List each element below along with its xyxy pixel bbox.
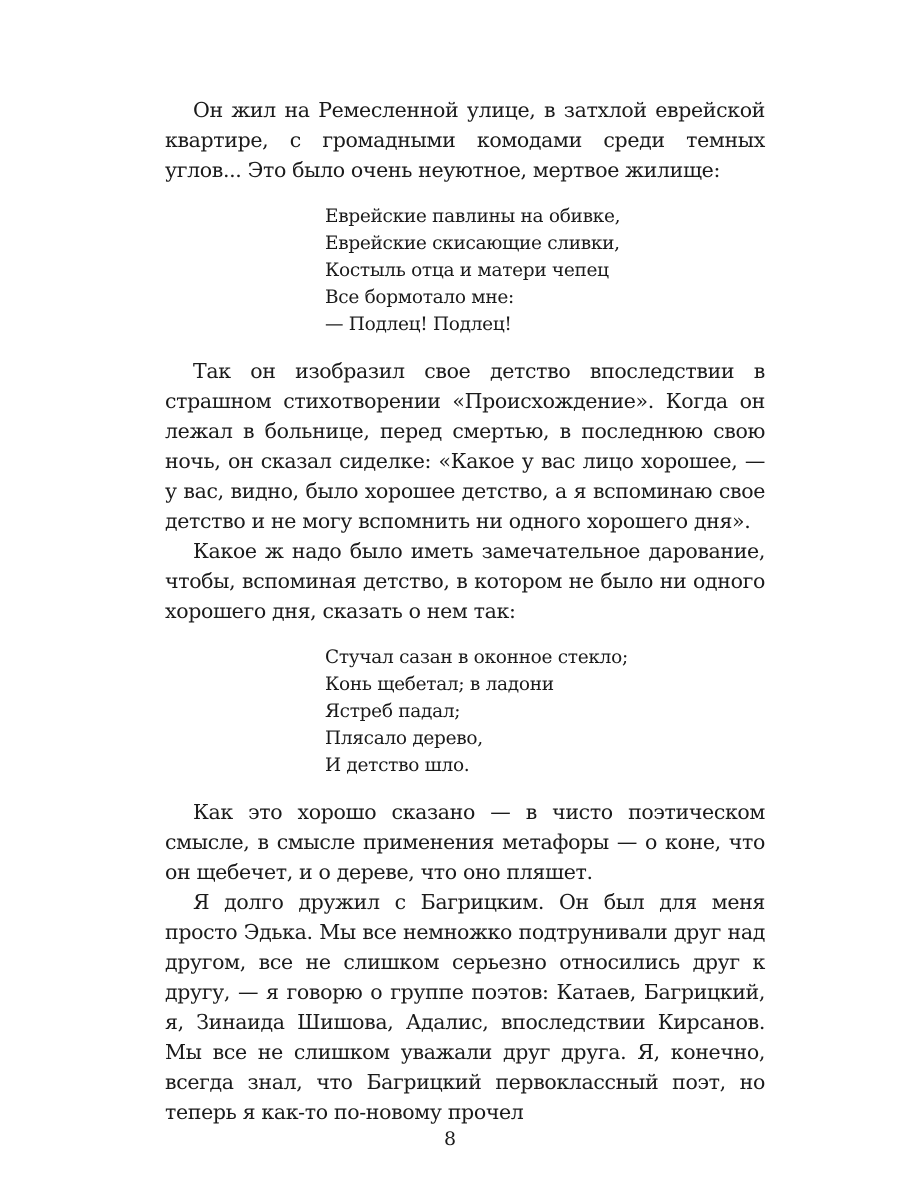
- poem-line: Конь щебетал; в ладони: [325, 674, 554, 695]
- paragraph-friendship-bagritsky: Я долго дружил с Багрицким. Он был для меня просто Эдька. Мы все немножко подтрунивали друг над другом, все не слишком серьезно относились друг к другу, — я говорю о группе поэтов: Катаев, Багрицкий, я, Зинаида Шишова, Адалис, впоследствии Кирсанов. Мы все не слишком уважали друг друга. Я, конечно, всегда знал, что Багрицкий первоклассный поэт, но теперь я как-то по-новому прочел: [165, 890, 765, 1124]
- poem-line: Еврейские павлины на обивке,: [325, 206, 621, 227]
- paragraph-ремесленная-street: Он жил на Ремесленной улице, в затхлой еврейской квартире, с громадными комодами среди темных углов... Это было очень неуютное, мертвое жилище:: [165, 98, 765, 182]
- paragraph-metaphor: Как это хорошо сказано — в чисто поэтическом смысле, в смысле применения метафоры — о коне, что он щебечет, и о дереве, что оно пляшет.: [165, 800, 765, 884]
- poem-line: Все бормотало мне:: [325, 287, 514, 308]
- poem-line: Еврейские скисающие сливки,: [325, 233, 620, 254]
- poem-line: Костыль отца и матери чепец: [325, 260, 609, 281]
- page-number: 8: [443, 1128, 457, 1150]
- paragraph-childhood-hospital: Так он изобразил свое детство впоследствии в страшном стихотворении «Происхождение». Когда он лежал в больнице, перед смертью, в последнюю свою ночь, он сказал сиделке: «Какое у вас лицо хорошее, — у вас, видно, было хорошее детство, а я вспоминаю свое детство и не могу вспомнить ни одного хорошего дня».: [165, 359, 765, 533]
- poem-line: Стучал сазан в оконное стекло;: [325, 647, 628, 668]
- page-body: [165, 95, 765, 1127]
- poem-line: Плясало дерево,: [325, 728, 483, 749]
- poem-line: И детство шло.: [325, 755, 470, 776]
- poem-excerpt-childhood: [325, 644, 765, 779]
- poem-line: Ястреб падал;: [325, 701, 461, 722]
- poem-line: — Подлец! Подлец!: [325, 314, 512, 335]
- poem-excerpt-origin: [325, 203, 765, 338]
- paragraph-remarkable-talent: Какое ж надо было иметь замечательное дарование, чтобы, вспоминая детство, в котором не было ни одного хорошего дня, сказать о нем так:: [165, 539, 765, 623]
